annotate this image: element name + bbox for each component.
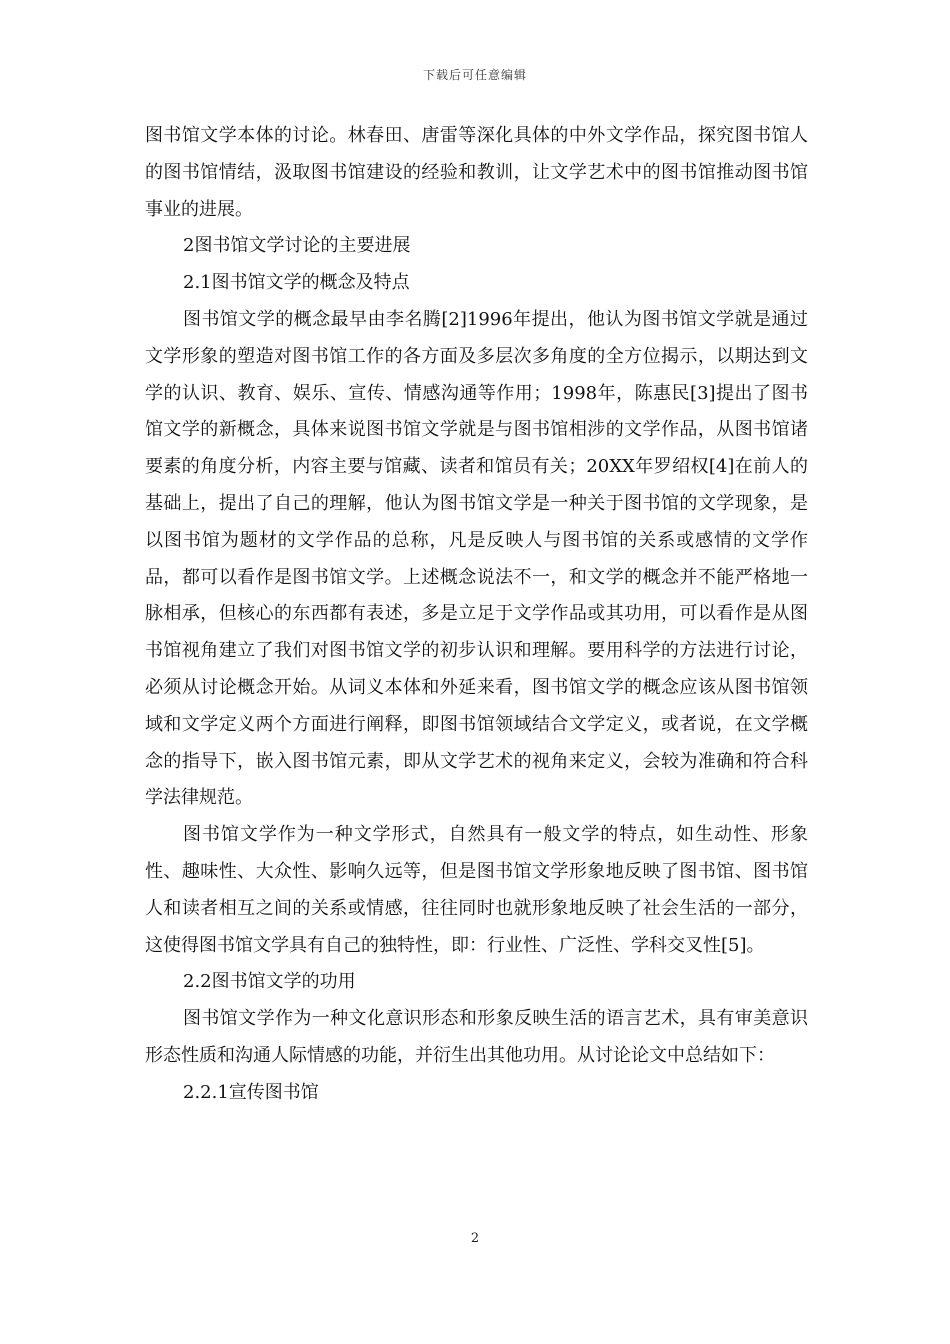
subsection-heading-2-1: 2.1图书馆文学的概念及特点 [183,272,410,294]
subsection-heading-2-2: 2.2图书馆文学的功用 [183,971,356,993]
subsection-heading-2-2-1: 2.2.1宣传图书馆 [183,1081,319,1103]
paragraph-concept: 图书馆文学的概念最早由李名腾[2]1996年提出，他认为图书馆文学就是通过文学形象的塑造对图书馆工作的各方面及多层次多角度的全方位揭示，以期达到文学的认识、教育、娱乐、宣传、情感沟通等作用；1998年，陈惠民[3]提出了图书馆文学的新概念，具体来说图书馆文学就是与图书馆相涉的文学作品，从图书馆诸要素的角度分析，内容主要与馆藏、读者和馆员有关；20XX年罗绍权[4]在前人的基础上，提出了自己的理解，他认为图书馆文学是一种关于图书馆的文学现象，是以图书馆为题材的文学作品的总称，凡是反映人与图书馆的关系或感情的文学作品，都可以看作是图书馆文学。上述概念说法不一，和文学的概念并不能严格地一脉相承，但核心的东西都有表述，多是立足于文学作品或其功用，可以看作是从图书馆视角建立了我们对图书馆文学的初步认识和理解。要用科学的方法进行讨论，必须从讨论概念开始。从词义本体和外延来看，图书馆文学的概念应该从图书馆领域和文学定义两个方面进行阐释，即图书馆领域结合文学定义，或者说，在文学概念的指导下，嵌入图书馆元素，即从文学艺术的视角来定义，会较为准确和符合科学法律规范。 [145,308,808,809]
page-number: 2 [470,1231,480,1246]
section-heading-2: 2图书馆文学讨论的主要进展 [183,235,411,257]
page-header: 下载后可任意编辑 [422,68,527,82]
page-body [145,118,808,1112]
paragraph-features: 图书馆文学作为一种文学形式，自然具有一般文学的特点，如生动性、形象性、趣味性、大众性、影响久远等，但是图书馆文学形象地反映了图书馆、图书馆人和读者相互之间的关系或情感，往往同时也就形象地反映了社会生活的一部分，这使得图书馆文学具有自己的独特性，即：行业性、广泛性、学科交叉性[5]。 [145,824,808,956]
paragraph-function: 图书馆文学作为一种文化意识形态和形象反映生活的语言艺术，具有审美意识形态性质和沟通人际情感的功能，并衍生出其他功用。从讨论论文中总结如下： [145,1008,808,1066]
paragraph-continued: 图书馆文学本体的讨论。林春田、唐雷等深化具体的中外文学作品，探究图书馆人的图书馆情结，汲取图书馆建设的经验和教训，让文学艺术中的图书馆推动图书馆事业的进展。 [145,125,808,220]
